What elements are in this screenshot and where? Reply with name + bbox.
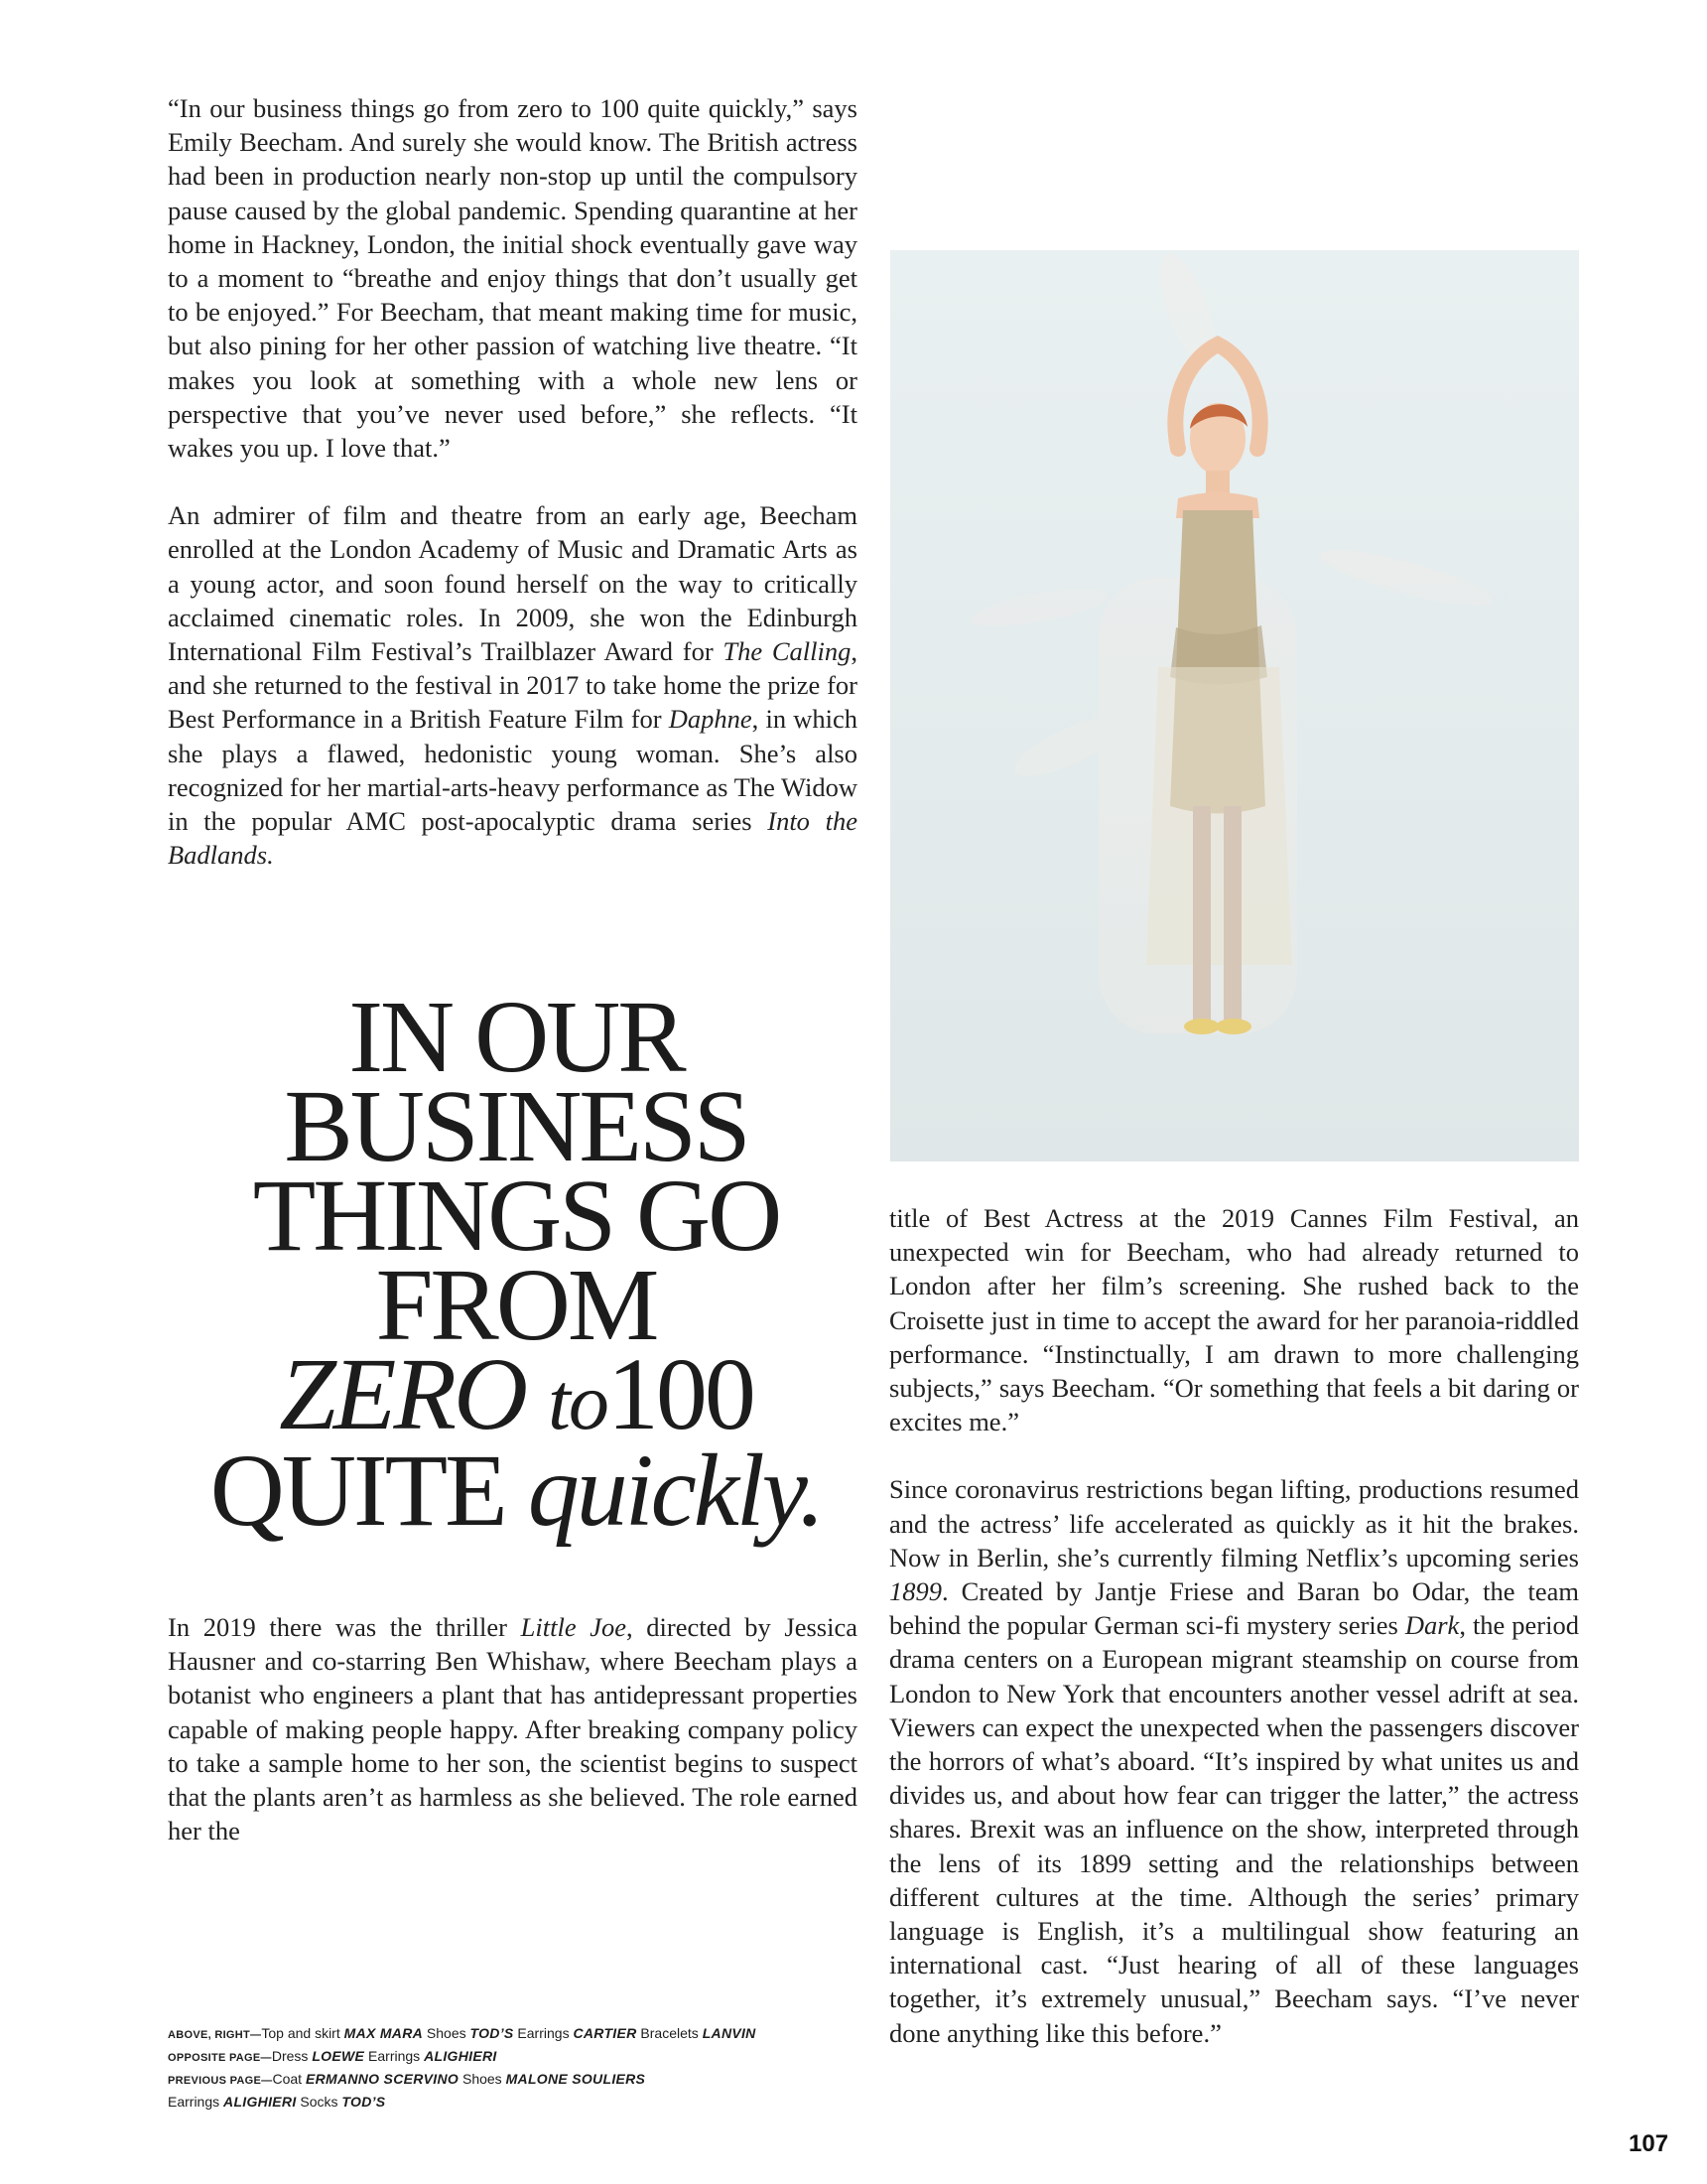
credit-item: Bracelets — [636, 2025, 703, 2041]
pull-quote-italic: ZERO — [279, 1337, 526, 1451]
film-title: Little Joe — [520, 1612, 626, 1642]
text-span: , and she returned to the festival in 2017 to take home the prize for Best Performance in a British Feature Film for — [168, 636, 857, 735]
text-span: , in which she plays a flawed, hedonistic young woman. She’s also recognized for her martial-arts-heavy performance as The Widow in the popular AMC post-apocalyptic drama series — [168, 704, 857, 837]
photo-illustration — [890, 250, 1579, 1161]
paragraph-2 — [168, 498, 857, 872]
credit-item: Earrings — [168, 2094, 224, 2110]
article-column-right — [889, 1201, 1579, 2050]
page-number: 107 — [1629, 2130, 1669, 2157]
paragraph-4: title of Best Actress at the 2019 Cannes Film Festival, an unexpected win for Beecham, who had already returned to London after her film’s screening. She rushed back to the Croisette just in time to accept the award for her paranoia-riddled performance. “Instinctually, I am drawn to more challenging subjects,” says Beecham. “Or something that feels a bit daring or excites me.” — [889, 1203, 1579, 1437]
text-span: Since coronavirus restrictions began lifting, productions resumed and the actress’ life accelerated as quickly as it hit the brakes. Now in Berlin, she’s currently filming Netflix’s upcoming series — [889, 1474, 1579, 1572]
pull-quote-line: FROM — [375, 1248, 657, 1362]
pull-quote-line: THINGS GO — [252, 1159, 780, 1273]
credit-line — [168, 2023, 862, 2046]
credit-brand: CARTIER — [573, 2025, 637, 2041]
text-span: An admirer of film and theatre from an early age, Beecham enrolled at the London Academy of Music and Dramatic Arts as a young actor, and soon found herself on the way to critically acclaimed cinematic roles. In 2009, she won the Edinburgh International Film Festival’s Trailblazer Award for — [168, 500, 857, 667]
text-span: In 2019 there was the thriller — [168, 1612, 521, 1642]
credit-brand: ALIGHIERI — [424, 2048, 497, 2064]
credit-item: Shoes — [459, 2071, 506, 2087]
pull-quote-line: BUSINESS — [284, 1069, 748, 1183]
credit-label: OPPOSITE PAGE— — [168, 2052, 272, 2064]
paragraph-1: “In our business things go from zero to 100 quite quickly,” says Emily Beecham. And surely she would know. The British actress had been in production nearly non-stop up until the compulsory pause caused by the global pandemic. Spending quarantine at her home in Hackney, London, the initial shock eventually gave way to a moment to “breathe and enjoy things that don’t usually get to be enjoyed.” For Beecham, that meant making time for music, but also pining for her other passion of watching live theatre. “It makes you look at something with a whole new lens or perspective that you’ve never used before,” she reflects. “It wakes you up. I love that.” — [168, 93, 857, 464]
film-title: Daphne — [668, 704, 752, 735]
text-span: , directed by Jessica Hausner and co-starring Ben Whishaw, where Beecham plays a botanist who engineers a plant that has antidepressant properties capable of making people happy. After breaking company policy to take a sample home to her son, the scientist begins to suspect that the plants aren’t as harmless as she believed. The role earned her the — [168, 1612, 857, 1846]
credit-line — [168, 2046, 862, 2069]
pull-quote-number: 100 — [606, 1337, 753, 1451]
paragraph-5 — [889, 1472, 1579, 2049]
text-span: . Created by Jantje Friese and Baran bo Odar, the team behind the popular German sci-fi mystery series — [889, 1576, 1579, 1641]
credit-item: Shoes — [423, 2025, 470, 2041]
pull-quote-line — [179, 1337, 854, 1451]
credit-line — [168, 2092, 862, 2113]
credit-brand: ERMANNO SCERVINO — [305, 2071, 460, 2087]
credit-item: Earrings — [513, 2025, 574, 2041]
credit-brand: MAX MARA — [343, 2025, 424, 2041]
pull-quote-word: QUITE — [209, 1433, 505, 1548]
series-title: Dark — [1404, 1610, 1460, 1641]
credit-label: ABOVE, RIGHT— — [168, 2029, 262, 2041]
credit-item: Socks — [296, 2094, 342, 2110]
credit-item: Coat — [272, 2071, 306, 2087]
pull-quote-italic: quickly. — [527, 1433, 823, 1548]
credit-brand: LOEWE — [312, 2048, 365, 2064]
pull-quote-line — [179, 1433, 854, 1548]
credit-brand: LANVIN — [702, 2025, 756, 2041]
article-column-left-bottom — [168, 1610, 857, 1847]
credit-item: Dress — [271, 2048, 313, 2064]
credit-line — [168, 2069, 862, 2092]
pull-quote-italic: to — [548, 1356, 607, 1446]
credit-brand: MALONE SOULIERS — [505, 2071, 646, 2087]
pull-quote-line: IN OUR — [348, 980, 684, 1094]
credit-item: Earrings — [364, 2048, 425, 2064]
paragraph-3 — [168, 1610, 857, 1847]
fashion-photo — [890, 250, 1579, 1161]
film-title: The Calling — [722, 636, 852, 667]
credit-brand: TOD’S — [341, 2094, 386, 2110]
fashion-credits — [168, 2023, 862, 2113]
series-title: 1899 — [889, 1576, 942, 1607]
text-span: , the period drama centers on a European migrant steamship on course from London to New York that encounters another vessel adrift at sea. Viewers can expect the unexpected when the passengers discover the horrors of what’s aboard. “It’s inspired by what unites us and divides us, and about how fear can trigger the latter,” the actress shares. Brexit was an influence on the show, interpreted through the lens of its 1899 setting and the relationships between different cultures at the time. Although the series’ primary language is English, it’s a multilingual show featuring an international cast. “Just hearing of all of these languages together, it’s extremely unusual,” Beecham says. “I’ve never done anything like this before.” — [889, 1610, 1579, 2048]
credit-brand: TOD’S — [469, 2025, 514, 2041]
credit-item: Top and skirt — [261, 2025, 344, 2041]
article-column-left-top — [168, 91, 857, 872]
credit-label: PREVIOUS PAGE— — [168, 2075, 273, 2087]
pull-quote — [179, 980, 854, 1548]
credit-brand: ALIGHIERI — [223, 2094, 297, 2110]
series-title: Into the Badlands. — [168, 806, 857, 871]
